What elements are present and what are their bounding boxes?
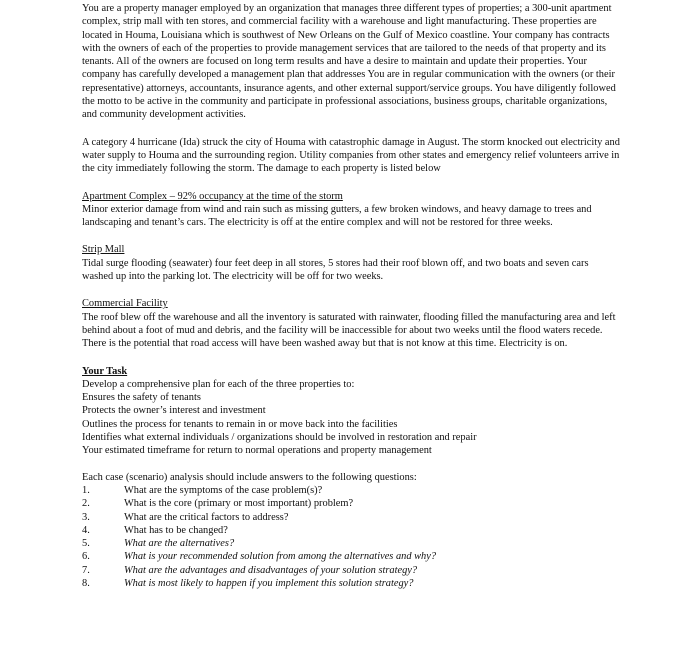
apartment-body: Minor exterior damage from wind and rain such as missing gutters, a few broken windows, and heavy damage to trees and landscaping and tenant’s cars. The electricity is off at the entire complex and will not be restored for three weeks.	[82, 203, 592, 229]
task-line: Protects the owner’s interest and investment	[82, 405, 266, 417]
question-number: 2.	[82, 498, 90, 510]
task-line: Outlines the process for tenants to remain in or move back into the facilities	[82, 418, 398, 430]
question-text: What are the symptoms of the case problem(s)?	[124, 484, 323, 496]
question-text: What are the advantages and disadvantages of your solution strategy?	[124, 564, 418, 576]
question-number: 7.	[82, 564, 90, 576]
task-line: Identifies what external individuals / organizations should be involved in restoration and repair	[82, 432, 477, 444]
question-item	[82, 550, 622, 563]
task-line: Develop a comprehensive plan for each of the three properties to:	[82, 378, 355, 390]
question-number: 6.	[82, 551, 90, 563]
question-item	[82, 484, 622, 497]
hurricane-paragraph: A category 4 hurricane (Ida) struck the city of Houma with catastrophic damage in August. The storm knocked out electricity and water supply to Houma and the surrounding region. Utility companies from other states and emergency relief volunteers arrive in the city immediately following the storm. The damage to each property is listed below	[82, 136, 620, 175]
question-text: What are the critical factors to address?	[124, 511, 289, 523]
spacer	[82, 351, 622, 365]
question-text: What are the alternatives?	[124, 538, 235, 550]
question-item	[82, 577, 622, 590]
question-text: What is your recommended solution from among the alternatives and why?	[124, 551, 437, 563]
commercial-body: The roof blew off the warehouse and all the inventory is saturated with rainwater, flooding filled the manufacturing area and left behind about a foot of mud and debris, and the facility will be inaccessible for about two weeks until the flood waters recede. There is the potential that road access will have been washed away but that is not know at this time. Electricity is on.	[82, 311, 616, 350]
question-item	[82, 497, 622, 510]
apartment-heading: Apartment Complex – 92% occupancy at the time of the storm	[82, 190, 343, 202]
question-item	[82, 564, 622, 577]
intro-paragraph: You are a property manager employed by an organization that manages three different types of properties; a 300-unit apartment complex, strip mall with ten stores, and commercial facility with a warehouse and light manufacturing. These properties are located in Houma, Louisiana which is southwest of New Orleans on the Gulf of Mexico coastline. Your company has contracts with the owners of each of the properties to provide management services that are tailored to the needs of that property and its tenants. All of the owners are focused on long term results and have a desire to maintain and update their properties. Your company has carefully developed a management plan that addresses You are in regular communication with the owners (or their representative) attorneys, accountants, insurance agents, and other external support/service groups. You have diligently followed the motto to be active in the community and participate in professional associations, business groups, charitable organizations, and community development activities.	[82, 3, 616, 121]
question-text: What has to be changed?	[124, 524, 228, 536]
task-heading: Your Task	[82, 365, 128, 377]
question-item	[82, 524, 622, 537]
question-number: 4.	[82, 524, 90, 536]
task-line: Your estimated timeframe for return to normal operations and property management	[82, 445, 432, 457]
question-number: 3.	[82, 511, 90, 523]
strip-mall-heading: Strip Mall	[82, 244, 125, 256]
question-number: 5.	[82, 538, 90, 550]
document-page	[82, 2, 622, 590]
question-item	[82, 537, 622, 550]
question-item	[82, 511, 622, 524]
spacer	[82, 283, 622, 297]
strip-mall-body: Tidal surge flooding (seawater) four feet deep in all stores, 5 stores had their roof blown off, and two boats and seven cars washed up into the parking lot. The electricity will be off for two weeks.	[82, 257, 589, 283]
spacer	[82, 458, 622, 471]
spacer	[82, 229, 622, 243]
spacer	[82, 122, 622, 136]
question-text: What is most likely to happen if you implement this solution strategy?	[124, 577, 414, 589]
spacer	[82, 176, 622, 190]
question-number: 1.	[82, 484, 90, 496]
commercial-heading: Commercial Facility	[82, 298, 168, 310]
analysis-intro: Each case (scenario) analysis should include answers to the following questions:	[82, 471, 417, 483]
question-text: What is the core (primary or most important) problem?	[124, 498, 354, 510]
task-line: Ensures the safety of tenants	[82, 392, 201, 404]
question-number: 8.	[82, 577, 90, 589]
